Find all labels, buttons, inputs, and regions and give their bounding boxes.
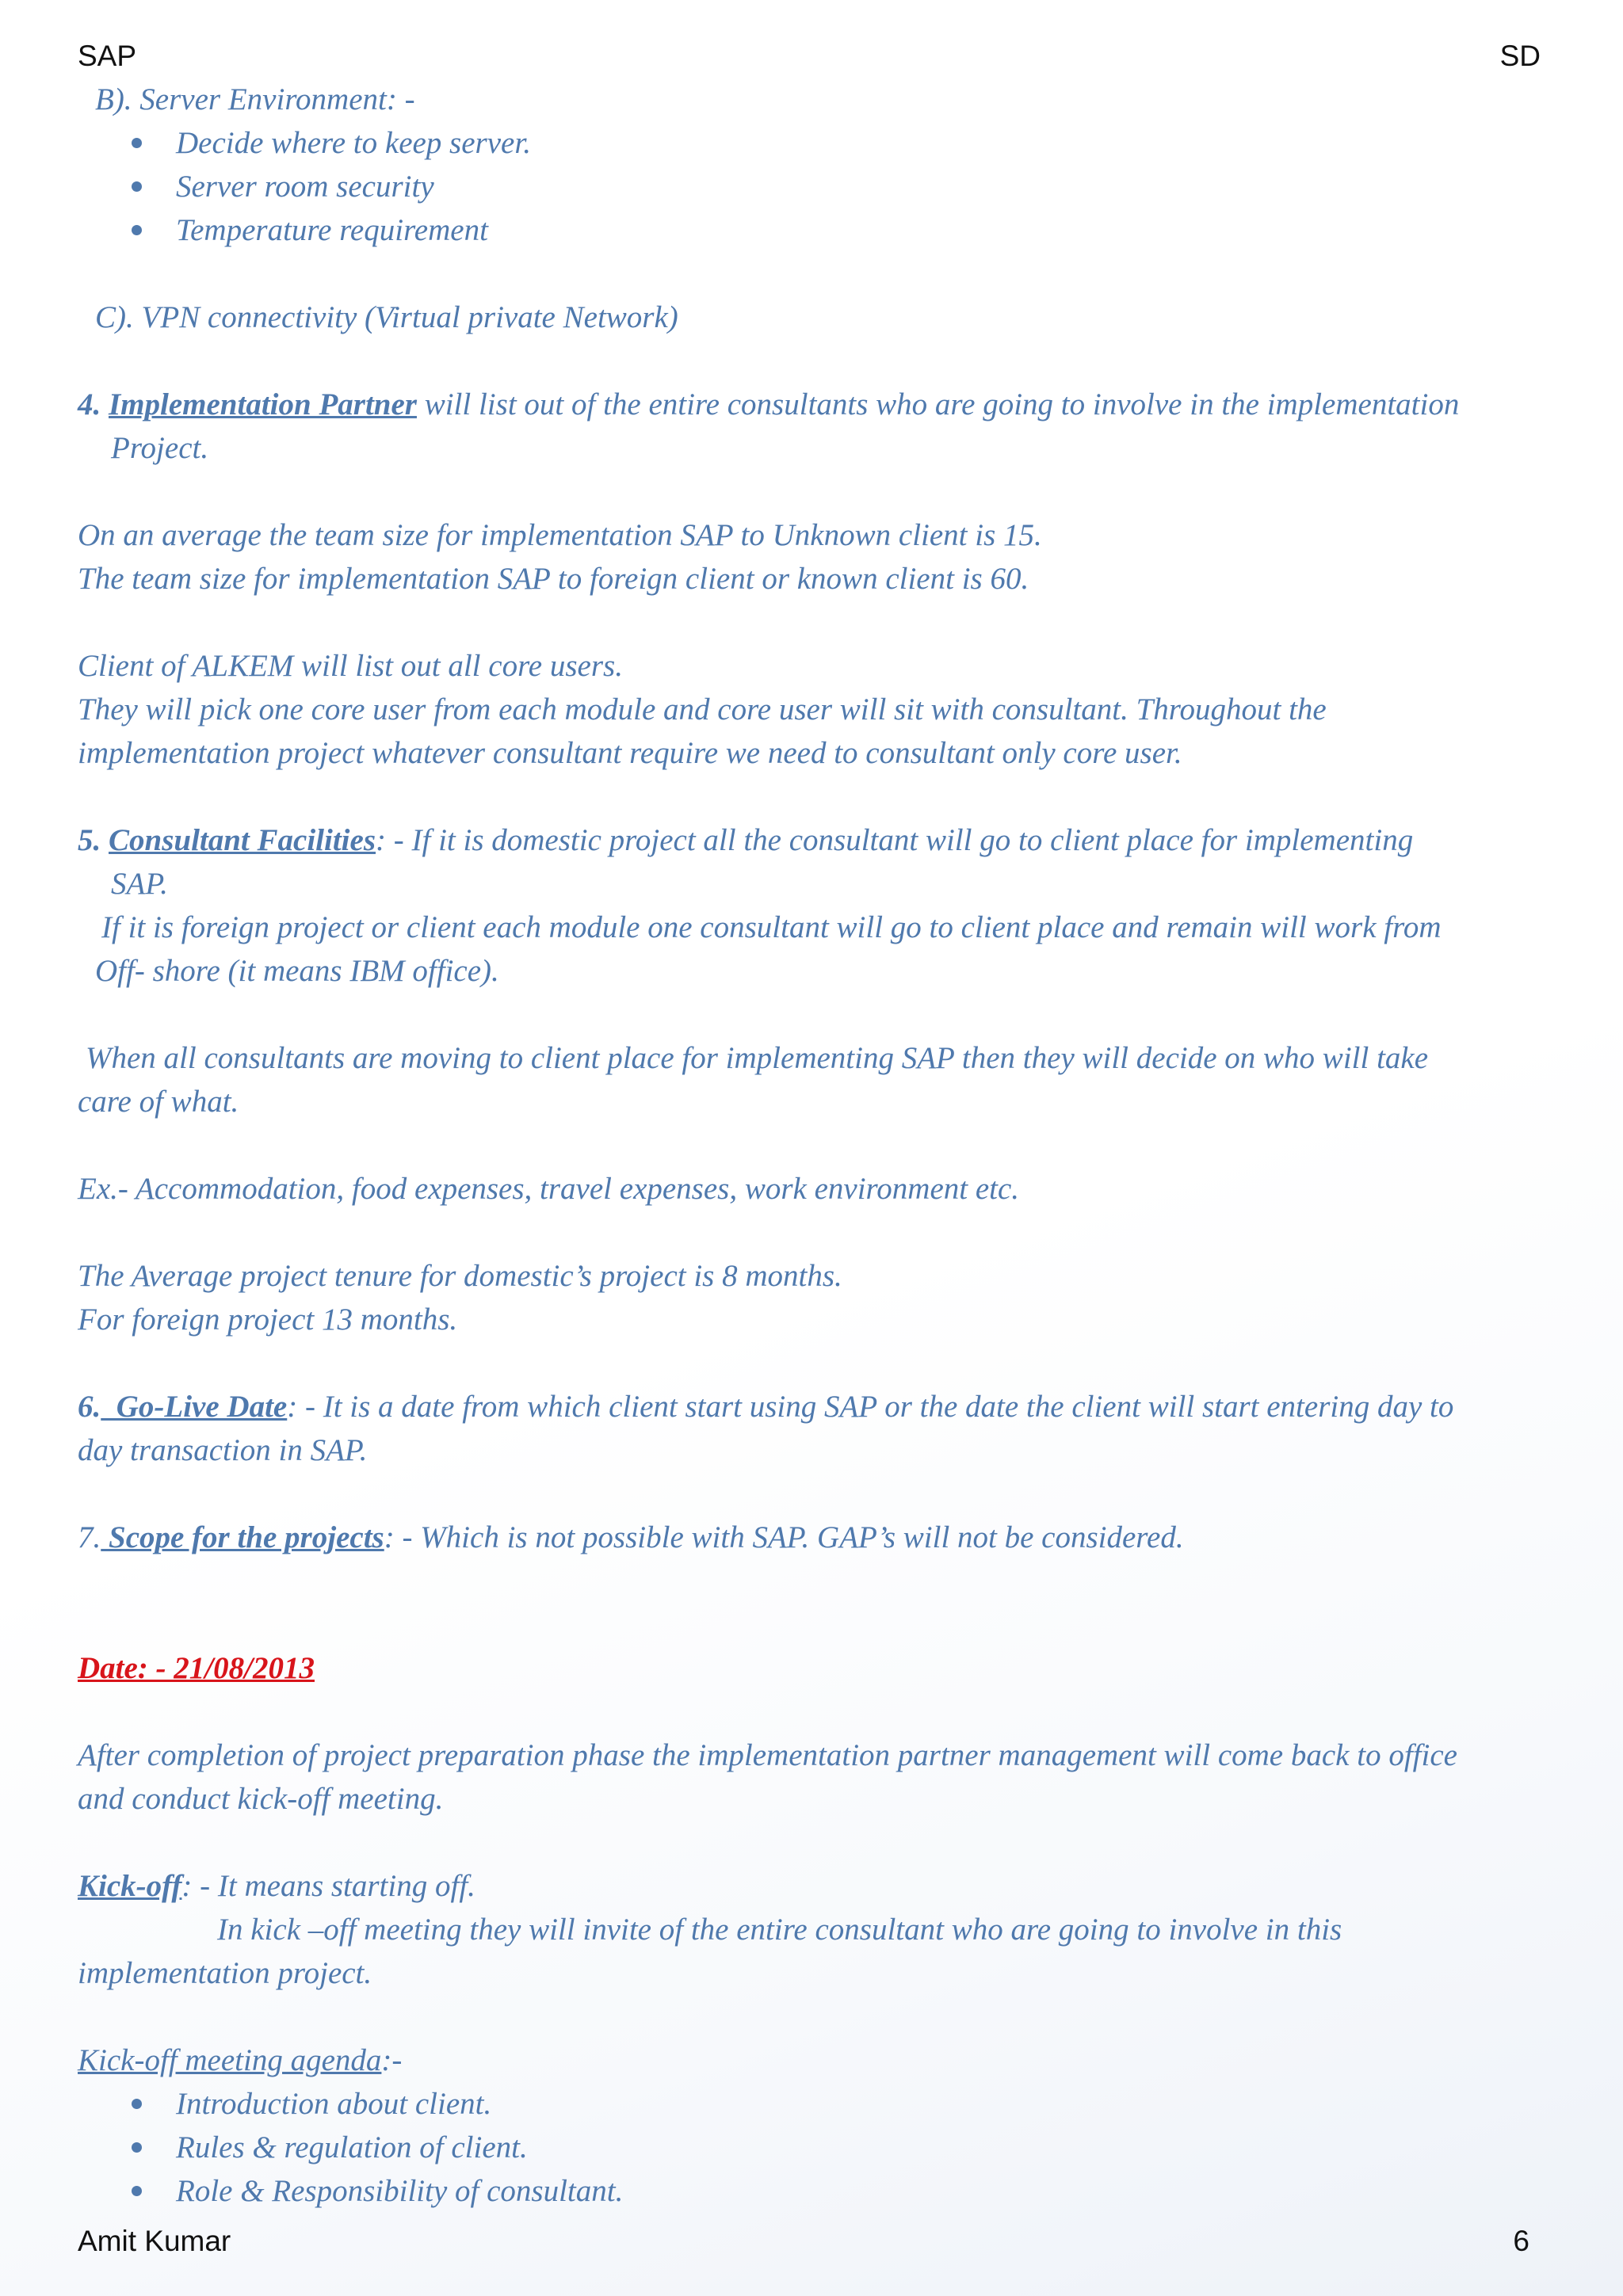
core-users-line-1: Client of ALKEM will list out all core users. <box>78 649 623 683</box>
foreign-project-line-1: If it is foreign project or client each module one consultant will go to client place and remain will work from <box>101 910 1442 944</box>
golive-keyword: Go-Live Date <box>101 1390 288 1424</box>
decide-line-2: care of what. <box>78 1085 239 1119</box>
agenda-title: Kick-off meeting agenda <box>78 2043 382 2077</box>
after-prep-line-2: and conduct kick-off meeting. <box>78 1782 444 1816</box>
scope-keyword: Scope for the projects <box>101 1520 384 1554</box>
agenda-heading <box>78 2039 1560 2082</box>
example-line: Ex.- Accommodation, food expenses, travel expenses, work environment etc. <box>78 1172 1020 1206</box>
date-text: Date: - 21/08/2013 <box>78 1651 315 1685</box>
tenure-line-1: The Average project tenure for domestic’s project is 8 months. <box>78 1259 842 1293</box>
agenda-list <box>78 2082 1560 2213</box>
golive-cont: day transaction in SAP. <box>78 1433 368 1467</box>
list-item: Server room security <box>176 165 1560 208</box>
list-item: Rules & regulation of client. <box>176 2126 1560 2169</box>
golive-paragraph <box>78 1385 1560 1428</box>
list-item: Temperature requirement <box>176 208 1560 252</box>
team-size-line-1: On an average the team size for implementation SAP to Unknown client is 15. <box>78 518 1042 552</box>
kickoff-cont-1: In kick –off meeting they will invite of the entire consultant who are going to involve in this <box>217 1913 1342 1947</box>
item-number: 4. <box>78 387 109 421</box>
decide-line-1: When all consultants are moving to client place for implementing SAP then they will decide on who will take <box>86 1041 1429 1075</box>
impl-partner-paragraph <box>78 383 1560 426</box>
kickoff-keyword: Kick-off <box>78 1869 182 1903</box>
impl-partner-cont: Project. <box>111 431 209 465</box>
vpn-line: C). VPN connectivity (Virtual private Network) <box>95 300 678 334</box>
foreign-project-line-2: Off- shore (it means IBM office). <box>95 954 499 988</box>
document-body <box>78 78 1560 2213</box>
header-left: SAP <box>78 40 137 72</box>
core-users-line-3: implementation project whatever consultant require we need to consultant only core user. <box>78 736 1182 770</box>
impl-partner-text: will list out of the entire consultants who are going to involve in the implementation <box>416 387 1460 421</box>
date-heading <box>78 1646 1560 1690</box>
scope-paragraph <box>78 1516 1560 1559</box>
server-env-list <box>78 121 1560 252</box>
consultant-facilities-text: : - If it is domestic project all the consultant will go to client place for implementing <box>376 823 1414 857</box>
list-item: Decide where to keep server. <box>176 121 1560 165</box>
consultant-facilities-paragraph <box>78 818 1560 862</box>
impl-partner-keyword: Implementation Partner <box>109 387 417 421</box>
team-size-line-2: The team size for implementation SAP to foreign client or known client is 60. <box>78 562 1029 596</box>
item-number: 6. <box>78 1390 101 1424</box>
list-item: Role & Responsibility of consultant. <box>176 2169 1560 2213</box>
tenure-line-2: For foreign project 13 months. <box>78 1302 458 1337</box>
agenda-suffix: :- <box>381 2043 403 2077</box>
server-env-heading: B). Server Environment: - <box>95 82 415 116</box>
after-prep-line-1: After completion of project preparation phase the implementation partner management will come back to office <box>78 1738 1457 1772</box>
consultant-facilities-keyword: Consultant Facilities <box>109 823 376 857</box>
list-item: Introduction about client. <box>176 2082 1560 2126</box>
golive-text: : - It is a date from which client start using SAP or the date the client will start entering day to <box>287 1390 1454 1424</box>
item-number: 5. <box>78 823 109 857</box>
consultant-facilities-cont: SAP. <box>111 867 168 901</box>
header-right: SD <box>1499 40 1541 72</box>
kickoff-text: : - It means starting off. <box>181 1869 475 1903</box>
kickoff-paragraph <box>78 1864 1560 1908</box>
item-number: 7. <box>78 1520 101 1554</box>
kickoff-cont-2: implementation project. <box>78 1956 372 1990</box>
scope-text: : - Which is not possible with SAP. GAP’s will not be considered. <box>384 1520 1184 1554</box>
core-users-line-2: They will pick one core user from each module and core user will sit with consultant. Throughout the <box>78 692 1327 727</box>
footer-author: Amit Kumar <box>78 2225 231 2257</box>
footer-page-number: 6 <box>1513 2225 1529 2257</box>
